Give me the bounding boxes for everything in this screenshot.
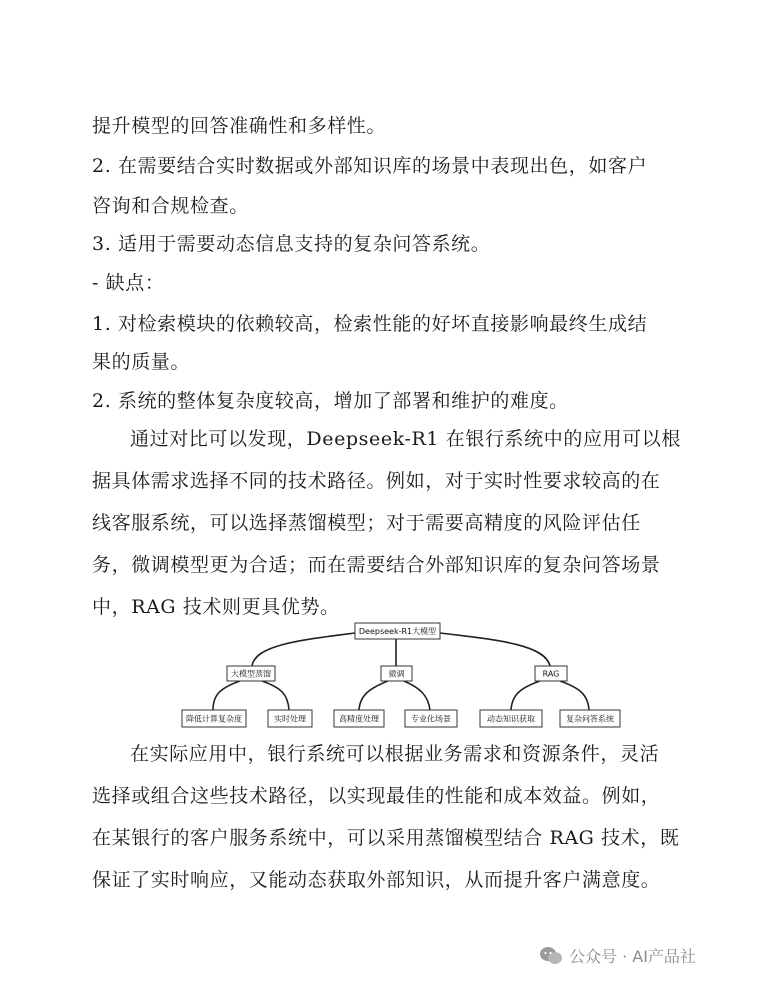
paragraph-line: 线客服系统，可以选择蒸馏模型；对于需要高精度的风险评估任 bbox=[92, 512, 641, 534]
node-leaf bbox=[182, 710, 246, 727]
text-line: 1. 对检索模块的依赖较高，检索性能的好坏直接影响最终生成结 bbox=[92, 313, 648, 335]
node-finetune bbox=[381, 666, 412, 681]
text-line: 提升模型的回答准确性和多样性。 bbox=[92, 115, 387, 137]
watermark bbox=[539, 944, 696, 967]
paragraph-practice bbox=[92, 741, 680, 909]
edge-rag-child1 bbox=[511, 681, 540, 710]
watermark-text: 公众号 · AI产品社 bbox=[569, 947, 696, 966]
node-leaf bbox=[268, 710, 312, 727]
edge-finetune-child1 bbox=[359, 681, 388, 710]
node-leaf-label: 专业化场景 bbox=[411, 714, 451, 724]
edge-distill-child2 bbox=[262, 681, 289, 710]
wechat-channel-icon bbox=[539, 945, 563, 967]
edge-rag-child2 bbox=[560, 681, 589, 710]
node-rag-label: RAG bbox=[542, 669, 560, 679]
node-distill-label: 大模型蒸馏 bbox=[231, 669, 271, 679]
node-leaf-label: 高精度处理 bbox=[339, 714, 379, 724]
paragraph-line: 通过对比可以发现，Deepseek-R1 在银行系统中的应用可以根 bbox=[130, 428, 681, 450]
paragraph-line: 选择或组合这些技术路径，以实现最佳的性能和成本效益。例如， bbox=[92, 785, 661, 807]
node-root bbox=[355, 623, 440, 639]
node-leaf bbox=[480, 710, 542, 727]
paragraph-line: 中，RAG 技术则更具优势。 bbox=[92, 596, 340, 618]
text-line: 2. 系统的整体复杂度较高，增加了部署和维护的难度。 bbox=[92, 390, 569, 412]
paragraph-line: 据具体需求选择不同的技术路径。例如，对于实时性要求较高的在 bbox=[92, 470, 661, 492]
node-finetune-label: 微调 bbox=[388, 669, 405, 679]
node-leaf-label: 降低计算复杂度 bbox=[186, 714, 242, 724]
node-leaf bbox=[334, 710, 384, 727]
paragraph-line: 保证了实时响应，又能动态获取外部知识，从而提升客户满意度。 bbox=[92, 869, 661, 891]
edge-root-distill bbox=[252, 633, 355, 666]
node-leaf-label: 实时处理 bbox=[274, 714, 306, 724]
node-rag bbox=[535, 666, 567, 681]
edge-distill-child1 bbox=[213, 681, 240, 710]
node-leaf bbox=[560, 710, 620, 727]
node-leaf-label: 动态知识获取 bbox=[487, 714, 535, 724]
paragraph-line: 在实际应用中，银行系统可以根据业务需求和资源条件，灵活 bbox=[130, 743, 660, 765]
text-line: 咨询和合规检查。 bbox=[92, 195, 249, 217]
text-line: - 缺点： bbox=[92, 272, 165, 294]
text-line: 果的质量。 bbox=[92, 351, 191, 373]
text-line: 3. 适用于需要动态信息支持的复杂问答系统。 bbox=[92, 233, 491, 255]
node-leaf-label: 复杂问答系统 bbox=[566, 714, 614, 724]
paragraph-line: 务，微调模型更为合适；而在需要结合外部知识库的复杂问答场景 bbox=[92, 554, 661, 576]
edge-root-rag bbox=[440, 633, 550, 666]
text-line: 2. 在需要结合实时数据或外部知识库的场景中表现出色，如客户 bbox=[92, 155, 648, 177]
paragraph-line: 在某银行的客户服务系统中，可以采用蒸馏模型结合 RAG 技术，既 bbox=[92, 827, 680, 849]
edge-finetune-child2 bbox=[404, 681, 430, 710]
node-distill bbox=[227, 666, 275, 681]
node-leaf bbox=[405, 710, 457, 727]
node-root-label: Deepseek-R1大模型 bbox=[358, 627, 437, 636]
